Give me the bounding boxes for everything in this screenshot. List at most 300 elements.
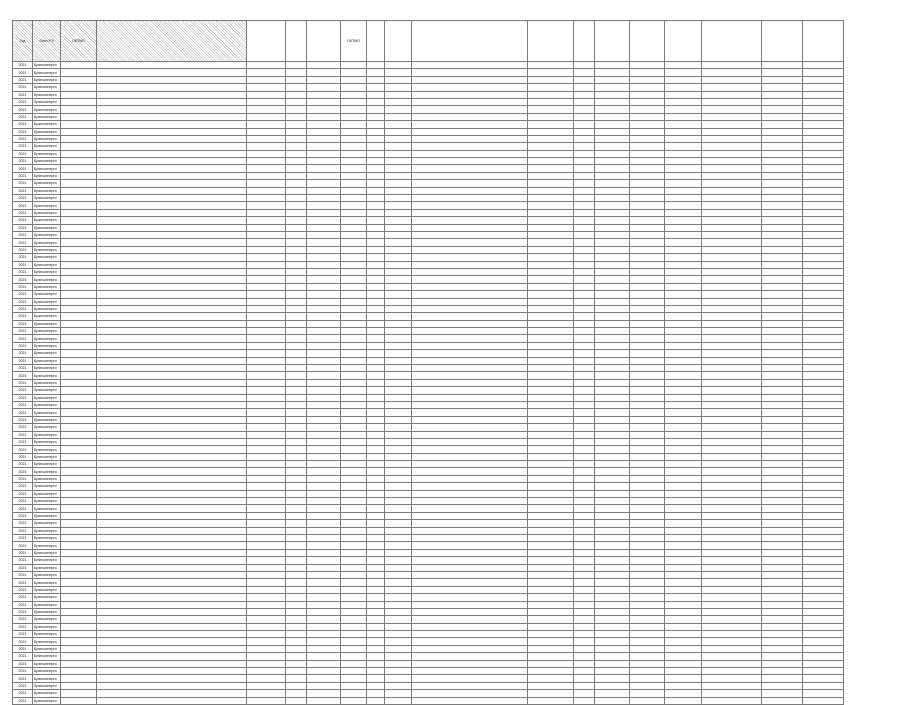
table-cell (341, 180, 367, 187)
table-cell (385, 328, 412, 335)
table-cell (367, 298, 385, 305)
table-cell (286, 608, 307, 615)
table-cell (595, 446, 630, 453)
table-cell (630, 113, 665, 120)
table-cell (341, 409, 367, 416)
table-cell (97, 180, 247, 187)
table-cell (412, 276, 528, 283)
table-cell: Брянскэнерго (33, 690, 61, 697)
table-cell (286, 357, 307, 364)
table-cell (247, 631, 286, 638)
table-cell (630, 106, 665, 113)
table-cell (61, 195, 97, 202)
table-cell: Брянскэнерго (33, 631, 61, 638)
table-cell (762, 416, 803, 423)
table-cell (61, 623, 97, 630)
table-cell: Брянскэнерго (33, 475, 61, 482)
table-cell (61, 128, 97, 135)
table-cell (385, 335, 412, 342)
table-cell (702, 180, 762, 187)
table-cell: 2021 (13, 320, 33, 327)
table-cell: 2021 (13, 298, 33, 305)
table-cell (595, 468, 630, 475)
table-cell: Брянскэнерго (33, 431, 61, 438)
table-cell (574, 231, 595, 238)
table-cell (762, 690, 803, 697)
table-cell (367, 98, 385, 105)
table-cell (630, 394, 665, 401)
table-cell: 2021 (13, 653, 33, 660)
table-cell (307, 69, 341, 76)
table-cell: 2021 (13, 328, 33, 335)
table-cell (385, 653, 412, 660)
table-cell (412, 424, 528, 431)
table-cell (574, 631, 595, 638)
table-cell (341, 150, 367, 157)
table-cell (574, 320, 595, 327)
table-cell (762, 224, 803, 231)
table-cell (286, 475, 307, 482)
table-cell (762, 498, 803, 505)
table-cell: 2021 (13, 594, 33, 601)
table-cell (61, 475, 97, 482)
table-row (13, 697, 844, 704)
table-row (13, 616, 844, 623)
table-cell (762, 387, 803, 394)
table-cell (412, 498, 528, 505)
table-cell (528, 335, 574, 342)
table-cell (247, 224, 286, 231)
table-cell (702, 165, 762, 172)
table-row (13, 682, 844, 689)
table-cell (97, 601, 247, 608)
table-cell (630, 461, 665, 468)
table-cell (762, 69, 803, 76)
table-cell (61, 135, 97, 142)
table-cell (61, 660, 97, 667)
table-cell (665, 246, 702, 253)
table-cell (385, 180, 412, 187)
table-cell (803, 98, 844, 105)
table-cell (762, 84, 803, 91)
table-cell: 2021 (13, 106, 33, 113)
table-cell (307, 579, 341, 586)
table-cell (367, 76, 385, 83)
table-cell (247, 557, 286, 564)
table-cell (630, 328, 665, 335)
table-cell (630, 298, 665, 305)
table-cell (61, 121, 97, 128)
table-cell (665, 268, 702, 275)
table-cell (341, 549, 367, 556)
table-cell (412, 113, 528, 120)
table-cell (665, 165, 702, 172)
table-cell (307, 483, 341, 490)
table-cell (247, 172, 286, 179)
table-cell (528, 276, 574, 283)
table-cell (574, 76, 595, 83)
table-cell (803, 165, 844, 172)
table-cell (247, 283, 286, 290)
table-cell (762, 616, 803, 623)
table-cell (574, 645, 595, 652)
table-cell (574, 416, 595, 423)
table-cell (286, 180, 307, 187)
table-cell: Брянскэнерго (33, 505, 61, 512)
table-cell (630, 682, 665, 689)
table-cell (286, 431, 307, 438)
table-cell (412, 195, 528, 202)
table-cell (665, 520, 702, 527)
table-cell (367, 475, 385, 482)
table-cell (385, 187, 412, 194)
table-cell (341, 217, 367, 224)
table-cell (665, 276, 702, 283)
table-row (13, 239, 844, 246)
table-cell (803, 461, 844, 468)
table-cell (307, 372, 341, 379)
table-cell: 2021 (13, 313, 33, 320)
table-cell (665, 653, 702, 660)
table-cell (247, 372, 286, 379)
table-cell (61, 549, 97, 556)
table-cell: 2021 (13, 424, 33, 431)
table-cell (247, 416, 286, 423)
table-cell (574, 357, 595, 364)
table-cell (574, 128, 595, 135)
table-cell (528, 394, 574, 401)
table-row (13, 217, 844, 224)
table-cell (286, 438, 307, 445)
table-cell (702, 195, 762, 202)
table-cell (307, 143, 341, 150)
table-cell: 2021 (13, 76, 33, 83)
table-cell (574, 69, 595, 76)
table-cell: 2021 (13, 512, 33, 519)
table-row (13, 172, 844, 179)
table-cell (247, 668, 286, 675)
table-cell (412, 165, 528, 172)
table-cell (803, 401, 844, 408)
table-cell (574, 202, 595, 209)
table-cell (367, 379, 385, 386)
table-cell (595, 483, 630, 490)
table-cell (286, 342, 307, 349)
table-cell (385, 342, 412, 349)
table-cell (803, 623, 844, 630)
table-cell (307, 217, 341, 224)
table-cell (97, 483, 247, 490)
table-cell (61, 535, 97, 542)
table-cell (307, 209, 341, 216)
table-cell: 2021 (13, 372, 33, 379)
table-row (13, 379, 844, 386)
table-cell (412, 527, 528, 534)
table-cell (702, 631, 762, 638)
table-row (13, 564, 844, 571)
table-cell (97, 305, 247, 312)
table-cell: 2021 (13, 453, 33, 460)
table-cell (803, 69, 844, 76)
table-cell (528, 239, 574, 246)
table-cell (307, 416, 341, 423)
table-cell (367, 579, 385, 586)
table-cell: 2021 (13, 158, 33, 165)
table-cell (762, 483, 803, 490)
table-cell (803, 453, 844, 460)
table-cell (307, 631, 341, 638)
table-cell (803, 91, 844, 98)
column-header (803, 21, 844, 62)
table-cell (286, 446, 307, 453)
table-cell (574, 409, 595, 416)
table-cell (762, 401, 803, 408)
table-cell (803, 638, 844, 645)
table-cell (528, 150, 574, 157)
table-cell: 2021 (13, 172, 33, 179)
table-cell (367, 283, 385, 290)
table-cell: Брянскэнерго (33, 461, 61, 468)
table-cell: Брянскэнерго (33, 379, 61, 386)
table-cell: 2021 (13, 387, 33, 394)
table-cell: Брянскэнерго (33, 276, 61, 283)
table-cell (762, 342, 803, 349)
table-row (13, 675, 844, 682)
table-cell (803, 328, 844, 335)
table-cell: Брянскэнерго (33, 571, 61, 578)
table-cell: Брянскэнерго (33, 512, 61, 519)
table-cell (595, 328, 630, 335)
table-cell (307, 638, 341, 645)
table-cell (247, 660, 286, 667)
table-cell (665, 557, 702, 564)
table-cell (595, 549, 630, 556)
table-cell (247, 594, 286, 601)
table-cell (286, 143, 307, 150)
table-cell (595, 276, 630, 283)
table-row (13, 431, 844, 438)
table-row (13, 690, 844, 697)
table-cell (595, 357, 630, 364)
table-cell (412, 697, 528, 704)
table-cell (341, 98, 367, 105)
table-cell: 2021 (13, 461, 33, 468)
table-cell (528, 372, 574, 379)
table-cell: 2021 (13, 475, 33, 482)
table-cell (97, 143, 247, 150)
table-cell (762, 475, 803, 482)
table-cell (341, 276, 367, 283)
table-cell (247, 535, 286, 542)
table-cell: 2021 (13, 520, 33, 527)
table-row (13, 638, 844, 645)
table-cell (630, 76, 665, 83)
table-cell (341, 453, 367, 460)
table-cell (307, 172, 341, 179)
table-cell (97, 468, 247, 475)
table-cell (412, 180, 528, 187)
table-cell (247, 690, 286, 697)
table-cell (97, 328, 247, 335)
table-cell (341, 653, 367, 660)
table-cell (61, 387, 97, 394)
table-cell (762, 180, 803, 187)
table-cell (803, 246, 844, 253)
table-row (13, 475, 844, 482)
table-cell (595, 557, 630, 564)
table-cell (803, 468, 844, 475)
table-cell (702, 483, 762, 490)
table-cell (307, 187, 341, 194)
table-cell (803, 135, 844, 142)
table-cell (595, 416, 630, 423)
table-cell (307, 76, 341, 83)
table-cell (341, 283, 367, 290)
table-cell (97, 387, 247, 394)
table-cell (367, 365, 385, 372)
table-cell (630, 660, 665, 667)
table-cell (385, 542, 412, 549)
table-cell (803, 608, 844, 615)
table-cell (528, 217, 574, 224)
table-row (13, 121, 844, 128)
table-cell (97, 113, 247, 120)
table-cell (367, 195, 385, 202)
table-cell (630, 261, 665, 268)
table-cell (630, 217, 665, 224)
table-cell (665, 328, 702, 335)
table-cell (385, 483, 412, 490)
table-cell: Брянскэнерго (33, 498, 61, 505)
table-cell (595, 76, 630, 83)
table-cell (341, 268, 367, 275)
table-cell (385, 291, 412, 298)
table-cell (803, 571, 844, 578)
table-cell (286, 461, 307, 468)
table-cell (385, 631, 412, 638)
table-cell (97, 231, 247, 238)
table-cell (247, 424, 286, 431)
table-row (13, 98, 844, 105)
table-cell (385, 62, 412, 69)
table-cell (595, 505, 630, 512)
table-cell (341, 483, 367, 490)
table-cell (528, 172, 574, 179)
table-row (13, 387, 844, 394)
table-cell (665, 682, 702, 689)
table-cell (247, 675, 286, 682)
table-cell (665, 697, 702, 704)
table-row (13, 557, 844, 564)
table-cell (367, 350, 385, 357)
table-cell (574, 121, 595, 128)
table-cell (61, 616, 97, 623)
table-cell (803, 217, 844, 224)
table-cell: 2021 (13, 535, 33, 542)
table-cell (61, 217, 97, 224)
table-cell (762, 601, 803, 608)
table-cell (97, 690, 247, 697)
table-cell (341, 298, 367, 305)
table-cell (385, 668, 412, 675)
table-cell (574, 143, 595, 150)
table-row (13, 571, 844, 578)
table-cell (762, 328, 803, 335)
table-cell: Брянскэнерго (33, 298, 61, 305)
table-cell (97, 438, 247, 445)
table-cell (385, 128, 412, 135)
table-cell: 2021 (13, 682, 33, 689)
table-cell (307, 106, 341, 113)
table-cell (803, 387, 844, 394)
table-cell: 2021 (13, 571, 33, 578)
table-cell (367, 357, 385, 364)
table-cell (97, 453, 247, 460)
table-cell (367, 638, 385, 645)
table-cell (307, 468, 341, 475)
table-cell (762, 291, 803, 298)
table-cell (574, 468, 595, 475)
table-cell (574, 608, 595, 615)
table-cell (97, 571, 247, 578)
table-cell (385, 246, 412, 253)
table-cell (97, 165, 247, 172)
table-cell (367, 512, 385, 519)
table-cell (412, 387, 528, 394)
table-cell (762, 527, 803, 534)
table-cell (367, 416, 385, 423)
table-cell (367, 527, 385, 534)
table-cell (595, 690, 630, 697)
table-cell (412, 483, 528, 490)
table-cell (702, 217, 762, 224)
table-cell (247, 586, 286, 593)
table-cell (61, 158, 97, 165)
table-cell (630, 357, 665, 364)
table-cell (247, 128, 286, 135)
table-cell (595, 660, 630, 667)
table-cell: 2021 (13, 187, 33, 194)
table-cell (528, 453, 574, 460)
table-cell (630, 143, 665, 150)
table-cell: Брянскэнерго (33, 209, 61, 216)
table-cell (247, 305, 286, 312)
table-cell: 2021 (13, 180, 33, 187)
table-cell (341, 505, 367, 512)
table-cell (97, 623, 247, 630)
table-cell (385, 276, 412, 283)
table-cell (528, 342, 574, 349)
table-cell (61, 143, 97, 150)
table-cell (595, 62, 630, 69)
table-cell (762, 645, 803, 652)
table-cell (702, 461, 762, 468)
table-cell (803, 113, 844, 120)
table-cell (630, 409, 665, 416)
table-cell (702, 76, 762, 83)
table-cell (61, 202, 97, 209)
table-cell (595, 623, 630, 630)
table-cell (665, 512, 702, 519)
table-cell (762, 202, 803, 209)
table-cell (574, 535, 595, 542)
table-cell (367, 150, 385, 157)
table-cell (762, 461, 803, 468)
table-cell (97, 660, 247, 667)
table-cell (630, 158, 665, 165)
table-cell (307, 202, 341, 209)
table-cell (665, 98, 702, 105)
